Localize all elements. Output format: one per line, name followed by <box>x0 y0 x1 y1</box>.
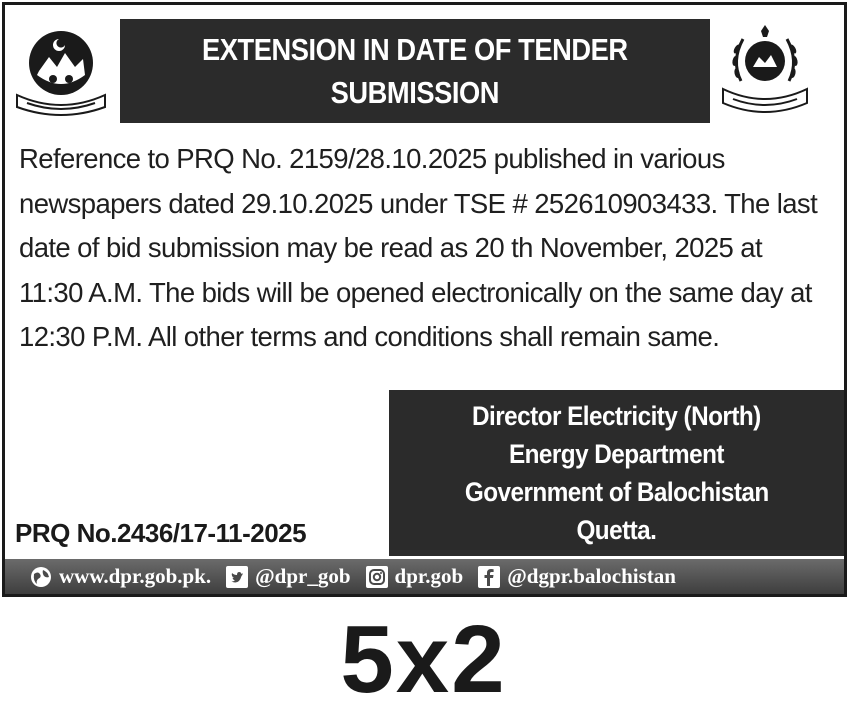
body-line: newspapers dated 29.10.2025 under TSE # 252610903433. The last <box>19 187 818 219</box>
body-line: date of bid submission may be read as 20 th November, 2025 at <box>19 232 763 263</box>
website-text: www.dpr.gob.pk. <box>59 564 212 588</box>
footer-facebook[interactable] <box>477 564 676 589</box>
ad-size-label: 5x2 <box>340 606 507 713</box>
footer-bar <box>5 559 844 594</box>
signature-government: Government of Balochistan <box>464 477 769 507</box>
footer-instagram[interactable] <box>365 564 464 589</box>
body-line: 12:30 P.M. All other terms and conditions shall remain same. <box>19 321 720 352</box>
notice-body <box>19 137 831 360</box>
dgpr-emblem-icon <box>717 19 813 119</box>
balochistan-emblem-icon <box>13 19 109 119</box>
title-banner <box>120 19 710 123</box>
footer-website[interactable] <box>29 564 211 589</box>
prq-number: PRQ No.2436/17-11-2025 <box>15 518 307 548</box>
facebook-icon <box>477 565 501 589</box>
tender-notice <box>2 2 847 597</box>
instagram-handle: dpr.gob <box>394 564 464 588</box>
title-line: EXTENSION IN DATE OF TENDER <box>202 32 628 67</box>
twitter-icon <box>225 565 249 589</box>
body-line: Reference to PRQ No. 2159/28.10.2025 published in various <box>19 143 725 174</box>
title-line: SUBMISSION <box>330 75 500 110</box>
facebook-handle: @dgpr.balochistan <box>507 564 676 588</box>
signature-title: Director Electricity (North) <box>472 401 761 431</box>
signature-department: Energy Department <box>509 439 724 469</box>
signature-city: Quetta. <box>576 515 657 545</box>
twitter-handle: @dpr_gob <box>255 564 351 588</box>
notice-title <box>202 28 628 114</box>
instagram-icon <box>365 565 389 589</box>
footer-twitter[interactable] <box>225 564 350 589</box>
body-line: 11:30 A.M. The bids will be opened electronically on the same day at <box>19 276 812 308</box>
signature-block <box>389 390 844 556</box>
globe-icon <box>29 565 53 589</box>
